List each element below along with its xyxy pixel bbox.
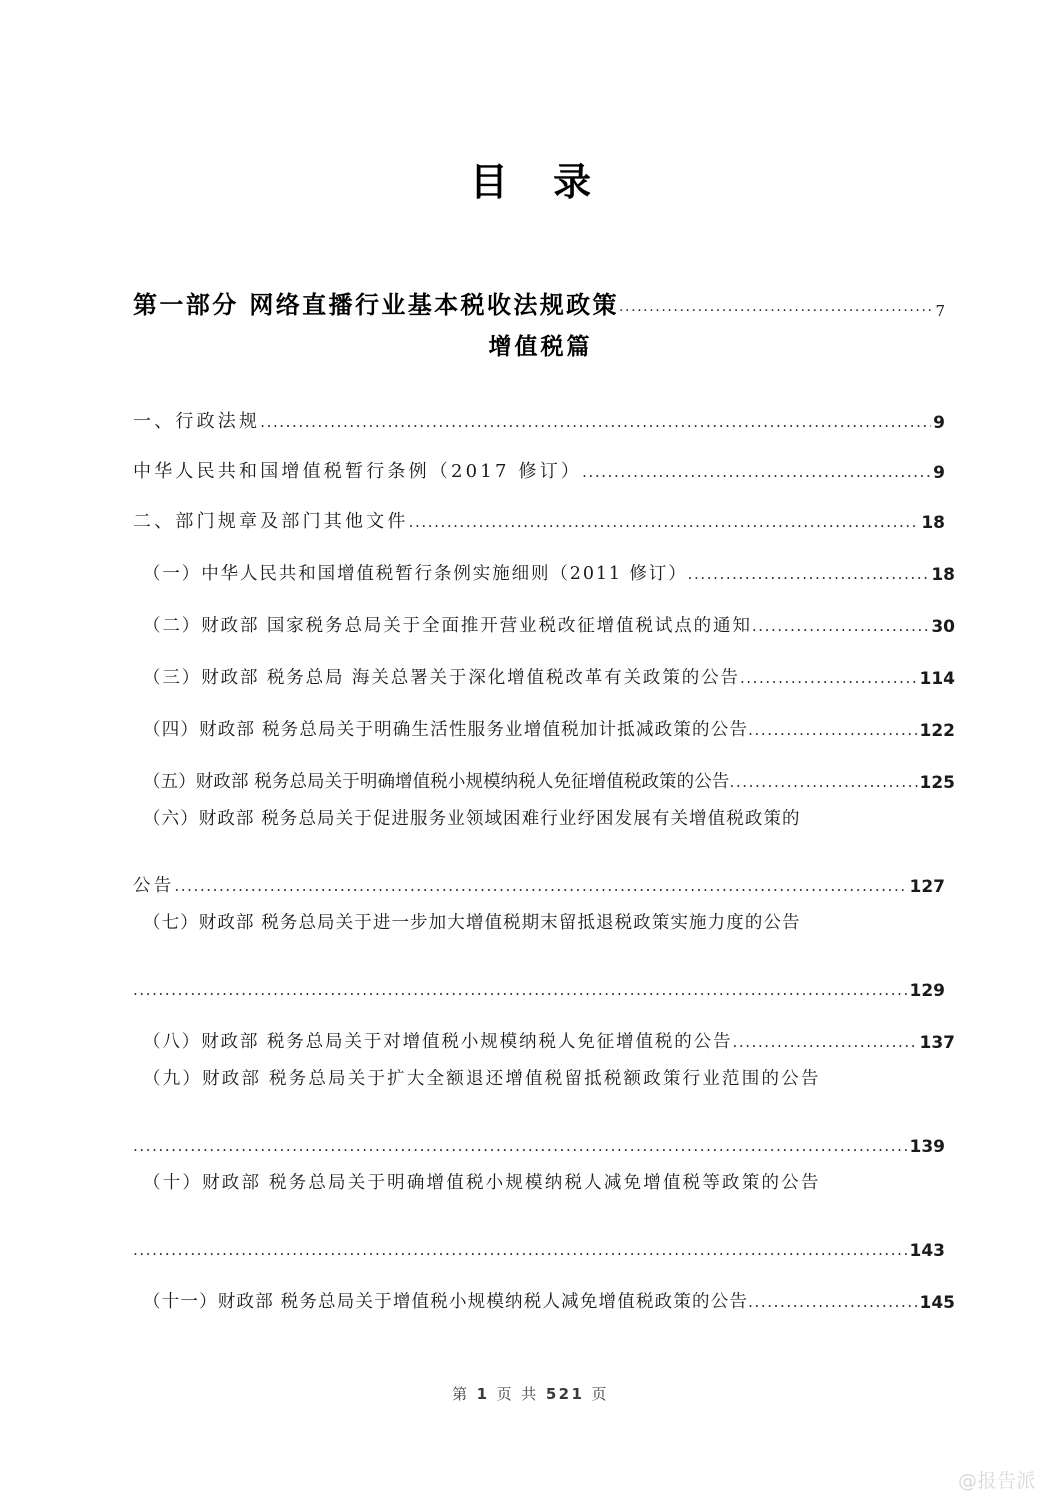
footer-suffix: 页: [591, 1385, 609, 1403]
dot-leader: [582, 467, 931, 483]
toc-entry-label: 二、部门规章及部门其他文件: [133, 511, 409, 532]
toc-entry[interactable]: [133, 383, 945, 433]
dot-leader: [133, 1141, 908, 1157]
toc-entry-page: 125: [919, 773, 955, 793]
toc-entry-label: （四）财政部 税务总局关于明确生活性服务业增值税加计抵减政策的公告: [143, 720, 749, 740]
toc-entry-label: （一）中华人民共和国增值税暂行条例实施细则（2011 修订）: [143, 564, 688, 584]
toc-entry-label: （二）财政部 国家税务总局关于全面推开营业税改征增值税试点的通知: [143, 616, 752, 636]
dot-leader: [174, 881, 907, 897]
footer-middle: 页 共: [496, 1385, 539, 1403]
toc-entry-line[interactable]: （七）财政部 税务总局关于进一步加大增值税期末留抵退税政策实施力度的公告: [143, 913, 801, 933]
dot-leader: [133, 1245, 908, 1261]
toc-entry-continuation[interactable]: [133, 949, 945, 1001]
toc-entry[interactable]: [133, 433, 945, 483]
toc-entry[interactable]: [133, 1001, 955, 1053]
toc-entry-page: 127: [909, 877, 945, 897]
page-footer: [0, 1383, 1061, 1404]
toc-entry[interactable]: [133, 585, 955, 637]
toc-entry-page: 7: [935, 302, 945, 320]
toc-entry-line[interactable]: （六）财政部 税务总局关于促进服务业领域困难行业纾困发展有关增值税政策的: [143, 809, 801, 829]
toc-entry-label: （三）财政部 税务总局 海关总署关于深化增值税改革有关政策的公告: [143, 668, 740, 688]
toc-entry-part[interactable]: [133, 278, 945, 320]
dot-leader: [732, 1037, 917, 1053]
footer-prefix: 第: [452, 1385, 470, 1403]
dot-leader: [752, 621, 929, 637]
toc-entry-label: 公告: [133, 876, 175, 896]
toc-entry[interactable]: [133, 741, 955, 793]
footer-current-page: 1: [476, 1385, 490, 1403]
toc-entry[interactable]: [133, 533, 955, 585]
section-subtitle: 增值税篇: [488, 333, 593, 360]
toc-entry-continuation[interactable]: [133, 1105, 945, 1157]
toc-entry[interactable]: [133, 689, 955, 741]
dot-leader: [133, 985, 908, 1001]
toc-entry-continuation[interactable]: [133, 1209, 945, 1261]
toc-entry-label: 一、行政法规: [133, 411, 261, 432]
toc-entry-page: 18: [931, 565, 955, 585]
dot-leader: [619, 304, 933, 320]
table-of-contents: [133, 278, 955, 1313]
toc-entry-label: （十一）财政部 税务总局关于增值税小规模纳税人减免增值税政策的公告: [143, 1292, 749, 1312]
toc-entry[interactable]: [133, 1261, 955, 1313]
toc-entry-page: 30: [931, 617, 955, 637]
toc-entry-label: 中华人民共和国增值税暂行条例（2017 修订）: [133, 461, 583, 482]
dot-leader: [748, 725, 917, 741]
toc-entry-page: 143: [909, 1241, 945, 1261]
toc-entry-page: 145: [919, 1293, 955, 1313]
footer-total-pages: 521: [545, 1385, 585, 1403]
toc-entry-page: 129: [909, 981, 945, 1001]
toc-entry-label: （八）财政部 税务总局关于对增值税小规模纳税人免征增值税的公告: [143, 1032, 733, 1052]
dot-leader: [740, 673, 918, 689]
dot-leader: [729, 777, 917, 793]
dot-leader: [260, 417, 931, 433]
toc-entry-page: 139: [909, 1137, 945, 1157]
toc-entry-page: 114: [919, 669, 955, 689]
toc-entry[interactable]: [133, 483, 945, 533]
toc-entry-page: 137: [919, 1033, 955, 1053]
dot-leader: [688, 569, 930, 585]
dot-leader: [409, 517, 920, 533]
page-title: 目 录: [469, 159, 608, 204]
dot-leader: [748, 1297, 917, 1313]
toc-entry-page: 9: [933, 463, 945, 483]
toc-entry-label: （五）财政部 税务总局关于明确增值税小规模纳税人免征增值税政策的公告: [143, 772, 730, 792]
toc-entry[interactable]: [133, 637, 955, 689]
toc-entry-line[interactable]: （九）财政部 税务总局关于扩大全额退还增值税留抵税额政策行业范围的公告: [143, 1069, 821, 1089]
toc-entry-page: 122: [919, 721, 955, 741]
toc-entry-page: 9: [933, 413, 945, 433]
toc-entry-line[interactable]: （十）财政部 税务总局关于明确增值税小规模纳税人减免增值税等政策的公告: [143, 1173, 821, 1193]
toc-entry-label: 第一部分 网络直播行业基本税收法规政策: [133, 290, 619, 319]
watermark: @报告派: [958, 1470, 1037, 1492]
toc-entry-page: 18: [921, 513, 945, 533]
toc-entry-continuation[interactable]: [133, 845, 945, 897]
